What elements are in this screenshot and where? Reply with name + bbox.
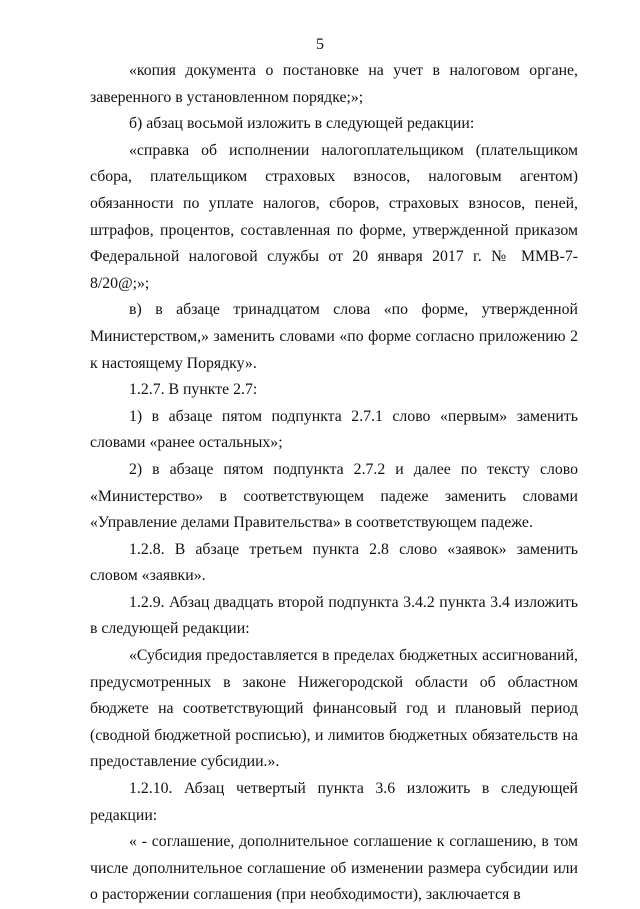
paragraph-1-2-9: 1.2.9. Абзац двадцать второй подпункта 3.4.2 пункта 3.4 изложить в следующей редакции: (90, 593, 578, 638)
page-number: 5 (316, 36, 324, 53)
paragraph-tax-certificate: «справка об исполнении налогоплательщиком (плательщиком сбора, плательщиком страховых взносов, налоговым агентом) обязанности по уплате налогов, сборов, страховых взносов, пеней, штрафов, процентов, составленная по форме, утвержденной приказом Федеральной налоговой службы от 20 января 2017 г. № ММВ-7-8/20@;»; (90, 141, 578, 292)
paragraph-1-2-8: 1.2.8. В абзаце третьем пункта 2.8 слово «заявок» заменить словом «заявки». (90, 540, 578, 585)
paragraph-b-eighth: б) абзац восьмой изложить в следующей редакции: (129, 115, 475, 133)
paragraph-v-thirteenth: в) в абзаце тринадцатом слова «по форме, утвержденной Министерством,» заменить словами «по форме согласно приложению 2 к настоящему Порядку». (90, 301, 578, 372)
paragraph-1-2-7-item-1: 1) в абзаце пятом подпункта 2.7.1 слово «первым» заменить словами «ранее остальных»; (90, 407, 578, 452)
document-body (90, 58, 578, 909)
paragraph-copy-document: «копия документа о постановке на учет в налоговом органе, заверенного в установленном порядке;»; (90, 62, 578, 106)
paragraph-subsidy-quote: «Субсидия предоставляется в пределах бюджетных ассигнований, предусмотренных в законе Нижегородской области об областном бюджете на соответствующий финансовый год и плановый период (сводной бюджетной росписью), и лимитов бюджетных обязательств на предоставление субсидии.». (90, 647, 578, 771)
paragraph-1-2-7: 1.2.7. В пункте 2.7: (129, 381, 258, 399)
paragraph-agreement-quote: « - соглашение, дополнительное соглашение к соглашению, в том числе дополнительное соглашение об изменении размера субсидии или о расторжении соглашения (при необходимости), заключается в (90, 833, 578, 904)
paragraph-1-2-7-item-2: 2) в абзаце пятом подпункта 2.7.2 и далее по тексту слово «Министерство» в соответствующем падеже заменить словами «Управление делами Правительства» в соответствующем падеже. (90, 460, 578, 532)
paragraph-1-2-10: 1.2.10. Абзац четвертый пункта 3.6 изложить в следующей редакции: (90, 780, 578, 824)
